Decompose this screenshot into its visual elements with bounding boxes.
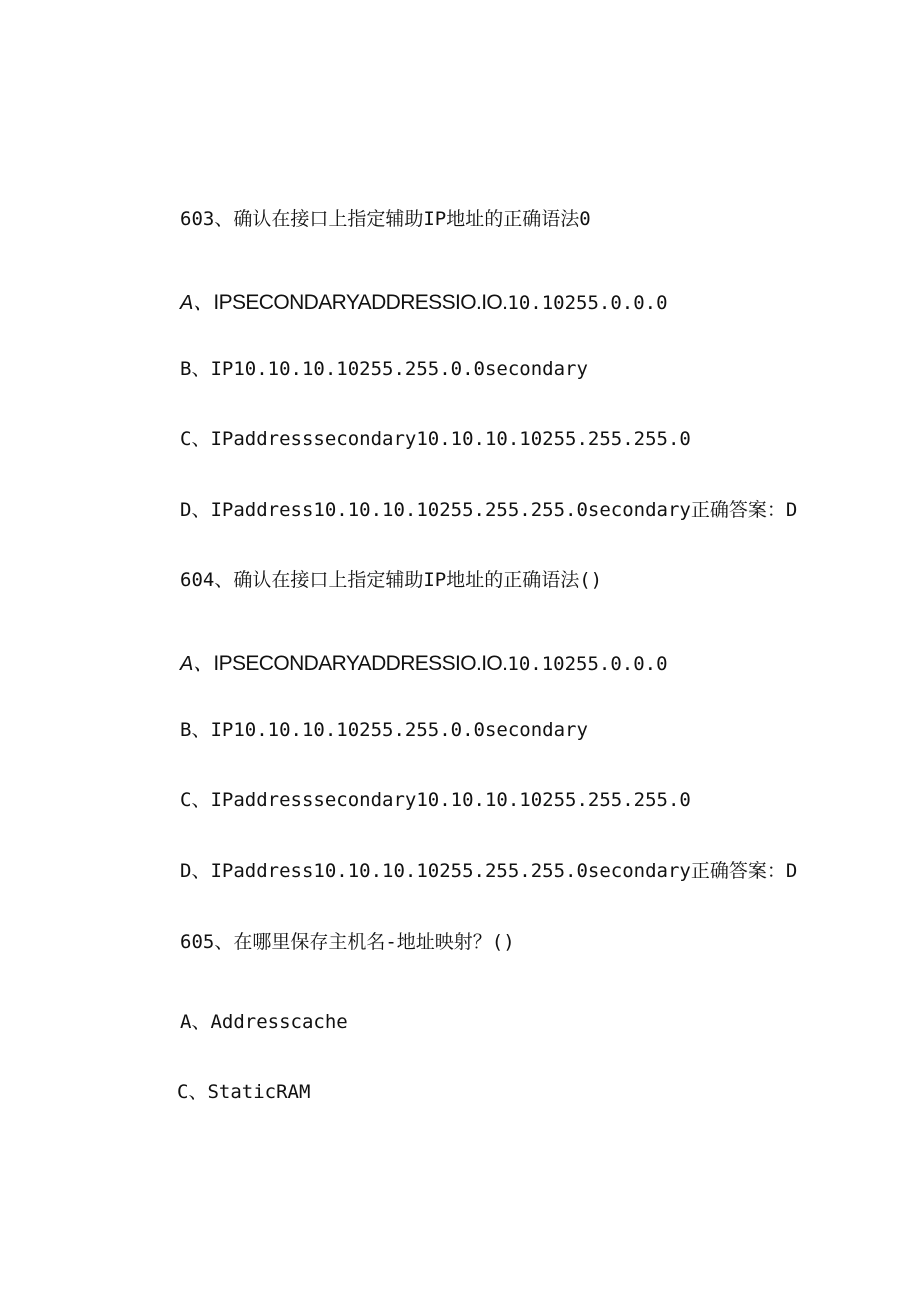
question-604-option-d: D、IPaddress10.10.10.10255.255.255.0secondary正确答案：D	[180, 860, 798, 882]
option-a-prefix: A、	[180, 292, 214, 314]
question-605-option-a: A、Addresscache	[180, 1011, 348, 1033]
question-603-option-c: C、IPaddresssecondary10.10.10.10255.255.255.0	[180, 428, 691, 450]
question-603-title: 603、确认在接口上指定辅助IP地址的正确语法0	[180, 208, 591, 230]
question-603-option-d: D、IPaddress10.10.10.10255.255.255.0secondary正确答案：D	[180, 499, 798, 521]
option-a-strong-text: IPSECONDARYADDRESSIO.IO.	[213, 291, 508, 314]
question-604-option-b: B、IP10.10.10.10255.255.0.0secondary	[180, 719, 588, 741]
option-a-tail-text: 10.10255.0.0.0	[507, 292, 668, 314]
question-604-option-a	[180, 652, 668, 676]
question-605-title: 605、在哪里保存主机名-地址映射？()	[180, 931, 515, 953]
option-a-tail-text: 10.10255.0.0.0	[507, 653, 668, 675]
option-a-strong-text: IPSECONDARYADDRESSIO.IO.	[213, 652, 508, 675]
question-604-option-c: C、IPaddresssecondary10.10.10.10255.255.255.0	[180, 789, 691, 811]
option-a-prefix: A、	[180, 653, 214, 675]
question-603-option-b: B、IP10.10.10.10255.255.0.0secondary	[180, 358, 588, 380]
question-603-option-a	[180, 291, 668, 315]
question-604-title: 604、确认在接口上指定辅助IP地址的正确语法()	[180, 569, 603, 591]
question-605-option-c: C、StaticRAM	[177, 1081, 311, 1103]
